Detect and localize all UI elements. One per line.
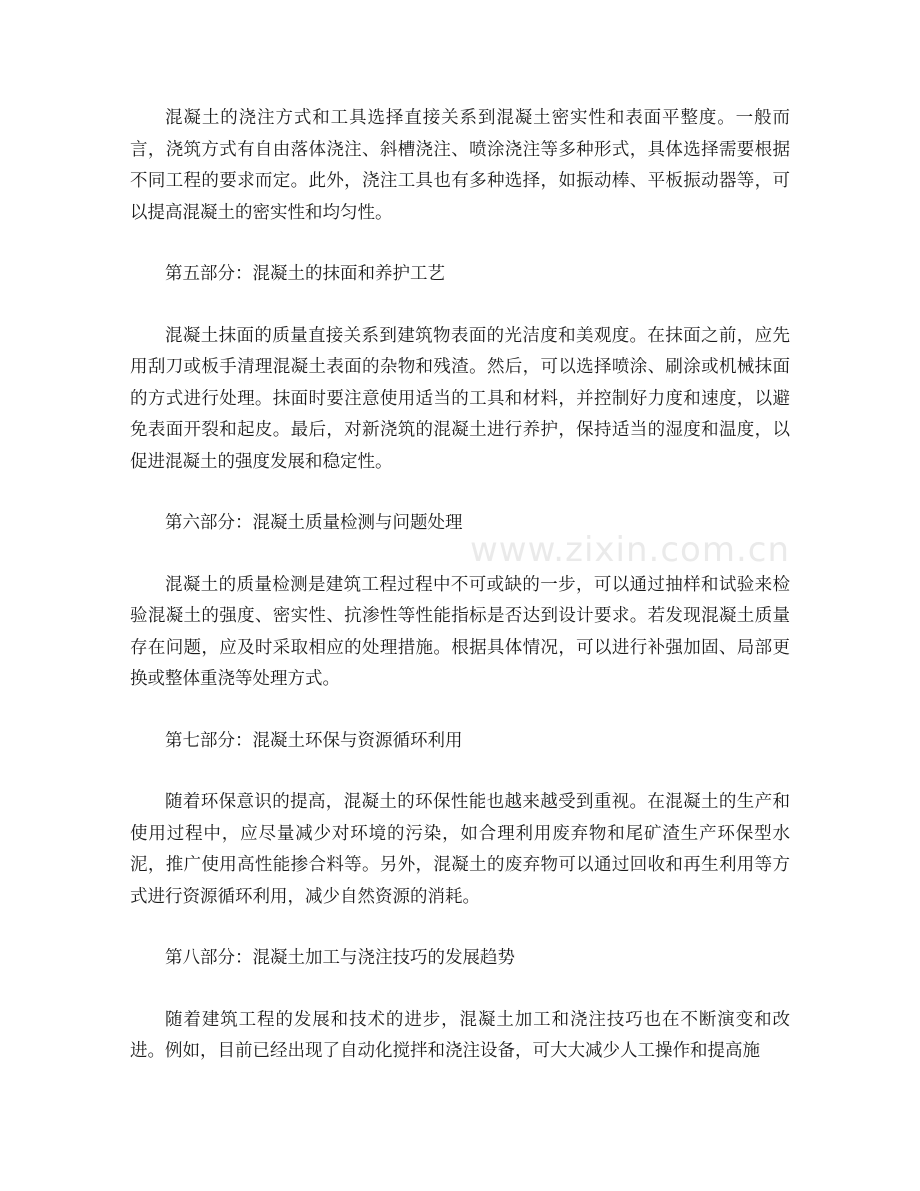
section-heading-part-8: 第八部分：混凝土加工与浇注技巧的发展趋势 [165, 948, 515, 968]
watermark: www.zixin.com.cn [470, 530, 790, 570]
paragraph-quality-inspection: 混凝土的质量检测是建筑工程过程中不可或缺的一步，可以通过抽样和试验来检验混凝土的强度、密实性、抗渗性等性能指标是否达到设计要求。若发现混凝土质量存在问题，应及时采取相应的处理措施。根据具体情况，可以进行补强加固、局部更换或整体重浇等处理方式。 [130, 574, 790, 689]
section-heading-part-6: 第六部分：混凝土质量检测与问题处理 [165, 513, 463, 533]
paragraph-environmental: 随着环保意识的提高，混凝土的环保性能也越来越受到重视。在混凝土的生产和使用过程中，应尽量减少对环境的污染，如合理利用废弃物和尾矿渣生产环保型水泥，推广使用高性能掺合料等。另外，混凝土的废弃物可以通过回收和再生利用等方式进行资源循环利用，减少自然资源的消耗。 [130, 792, 790, 907]
section-heading-part-7: 第七部分：混凝土环保与资源循环利用 [165, 730, 463, 751]
paragraph-trends: 随着建筑工程的发展和技术的进步，混凝土加工和浇注技巧也在不断演变和改进。例如，目前已经出现了自动化搅拌和浇注设备，可大大减少人工操作和提高施 [130, 1009, 790, 1061]
document-body [130, 103, 790, 1098]
paragraph-pouring-methods: 混凝土的浇注方式和工具选择直接关系到混凝土密实性和表面平整度。一般而言，浇筑方式有自由落体浇注、斜槽浇注、喷涂浇注等多种形式，具体选择需要根据不同工程的要求而定。此外，浇注工具也有多种选择，如振动棒、平板振动器等，可以提高混凝土的密实性和均匀性。 [130, 108, 790, 223]
paragraph-finishing-curing: 混凝土抹面的质量直接关系到建筑物表面的光洁度和美观度。在抹面之前，应先用刮刀或板手清理混凝土表面的杂物和残渣。然后，可以选择喷涂、刷涂或机械抹面的方式进行处理。抹面时要注意使用适当的工具和材料，并控制好力度和速度，以避免表面开裂和起皮。最后，对新浇筑的混凝土进行养护，保持适当的湿度和温度，以促进混凝土的强度发展和稳定性。 [130, 325, 790, 472]
section-heading-part-5: 第五部分：混凝土的抹面和养护工艺 [165, 264, 445, 284]
